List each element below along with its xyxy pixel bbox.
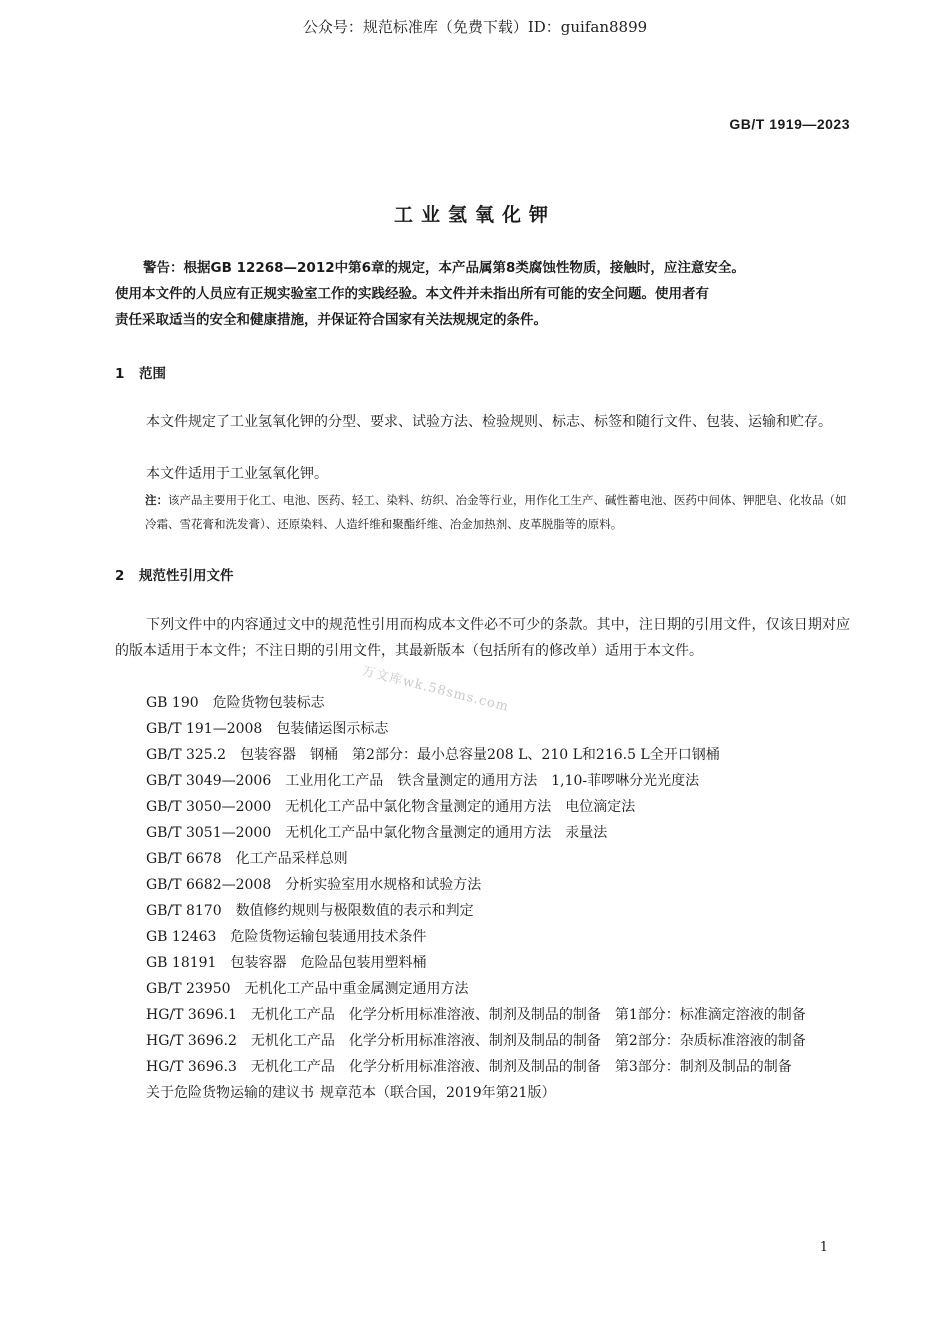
- reference-code: HG/T 3696.3: [146, 1059, 237, 1075]
- warning-line-3: 责任采取适当的安全和健康措施，并保证符合国家有关法规规定的条件。: [115, 312, 547, 328]
- section-2-intro: 下列文件中的内容通过文中的规范性引用而构成本文件必不可少的条款。其中，注日期的引用文件，仅该日期对应的版本适用于本文件；不注日期的引用文件，其最新版本（包括所有的修改单）适用于本文件。: [115, 617, 850, 659]
- reference-code: GB 18191: [146, 955, 217, 971]
- reference-item: [115, 1002, 850, 1028]
- section-1-number: 1: [115, 366, 125, 382]
- reference-title: 规章范本（联合国，2019年第21版）: [320, 1085, 556, 1101]
- reference-code: HG/T 3696.1: [146, 1007, 237, 1023]
- note-label: 注：: [145, 493, 168, 507]
- reference-item: [115, 820, 850, 846]
- reference-title: 包装容器 钢桶 第2部分：最小总容量208 L、210 L和216.5 L全开口钢桶: [240, 747, 720, 763]
- reference-item: [115, 898, 850, 924]
- reference-title: 无机化工产品中氯化物含量测定的通用方法 电位滴定法: [285, 799, 636, 815]
- reference-item: [115, 742, 850, 768]
- reference-title: 危险货物运输包装通用技术条件: [230, 929, 427, 945]
- reference-title: 无机化工产品中重金属测定通用方法: [244, 981, 469, 997]
- reference-code: GB/T 191—2008: [146, 721, 263, 737]
- note-body: 该产品主要用于化工、电池、医药、轻工、染料、纺织、冶金等行业，用作化工生产、碱性蓄电池、医药中间体、钾肥皂、化妆品（如冷霜、雪花膏和洗发膏）、还原染料、人造纤维和聚酯纤维、冶金加热剂、皮革脱脂等的原料。: [145, 493, 847, 531]
- reference-code: GB 190: [146, 695, 199, 711]
- reference-code: GB/T 6678: [146, 851, 222, 867]
- reference-item: [115, 872, 850, 898]
- header-banner: 公众号：规范标准库（免费下载）ID：guifan8899: [302, 18, 648, 36]
- warning-block: [115, 255, 850, 333]
- reference-item: [115, 1054, 850, 1080]
- reference-code: GB/T 3050—2000: [146, 799, 272, 815]
- reference-item: [115, 950, 850, 976]
- reference-title: 包装容器 危险品包装用塑料桶: [230, 955, 427, 971]
- section-1-title: 范围: [139, 366, 166, 382]
- reference-list: [115, 690, 850, 1106]
- warning-line-1: 警告：根据GB 12268—2012中第6章的规定，本产品属第8类腐蚀性物质，接触时，应注意安全。: [143, 260, 745, 276]
- reference-title: 工业用化工产品 铁含量测定的通用方法 1,10-菲啰啉分光光度法: [285, 773, 700, 789]
- section-1-note: [145, 488, 850, 536]
- reference-title: 无机化工产品中氯化物含量测定的通用方法 汞量法: [285, 825, 608, 841]
- section-1-heading: [115, 362, 166, 382]
- reference-title: 无机化工产品 化学分析用标准溶液、制剂及制品的制备 第3部分：制剂及制品的制备: [250, 1059, 792, 1075]
- reference-title: 危险货物包装标志: [212, 695, 325, 711]
- reference-title: 无机化工产品 化学分析用标准溶液、制剂及制品的制备 第1部分：标准滴定溶液的制备: [250, 1007, 806, 1023]
- document-title: 工业氢氧化钾: [393, 204, 556, 226]
- watermark: 万文库wk.58sms.com: [360, 663, 511, 715]
- section-2-heading: [115, 564, 234, 584]
- reference-item: [115, 924, 850, 950]
- reference-code: GB 12463: [146, 929, 217, 945]
- reference-code: GB/T 6682—2008: [146, 877, 272, 893]
- reference-code: 关于危险货物运输的建议书: [146, 1085, 314, 1101]
- section-2-number: 2: [115, 568, 125, 584]
- reference-code: GB/T 3049—2006: [146, 773, 272, 789]
- reference-title: 数值修约规则与极限数值的表示和判定: [235, 903, 474, 919]
- page-number: 1: [819, 1240, 828, 1255]
- reference-title: 无机化工产品 化学分析用标准溶液、制剂及制品的制备 第2部分：杂质标准溶液的制备: [250, 1033, 806, 1049]
- section-2-title: 规范性引用文件: [139, 568, 234, 584]
- reference-item: [115, 846, 850, 872]
- reference-code: HG/T 3696.2: [146, 1033, 237, 1049]
- reference-title: 分析实验室用水规格和试验方法: [285, 877, 482, 893]
- reference-title: 化工产品采样总则: [235, 851, 348, 867]
- reference-item: [115, 1080, 850, 1106]
- reference-item: [115, 768, 850, 794]
- reference-item: [115, 794, 850, 820]
- standard-code: GB/T 1919—2023: [729, 116, 850, 132]
- reference-code: GB/T 325.2: [146, 747, 227, 763]
- section-1-paragraph-1: 本文件规定了工业氢氧化钾的分型、要求、试验方法、检验规则、标志、标签和随行文件、包装、运输和贮存。: [146, 414, 832, 430]
- reference-item: [115, 976, 850, 1002]
- reference-code: GB/T 3051—2000: [146, 825, 272, 841]
- reference-item: [115, 716, 850, 742]
- section-1-paragraph-2: 本文件适用于工业氢氧化钾。: [146, 466, 328, 482]
- warning-line-2: 使用本文件的人员应有正规实验室工作的实践经验。本文件并未指出所有可能的安全问题。使用者有: [115, 286, 709, 302]
- reference-title: 包装储运图示标志: [276, 721, 389, 737]
- reference-item: [115, 1028, 850, 1054]
- reference-code: GB/T 8170: [146, 903, 222, 919]
- reference-code: GB/T 23950: [146, 981, 231, 997]
